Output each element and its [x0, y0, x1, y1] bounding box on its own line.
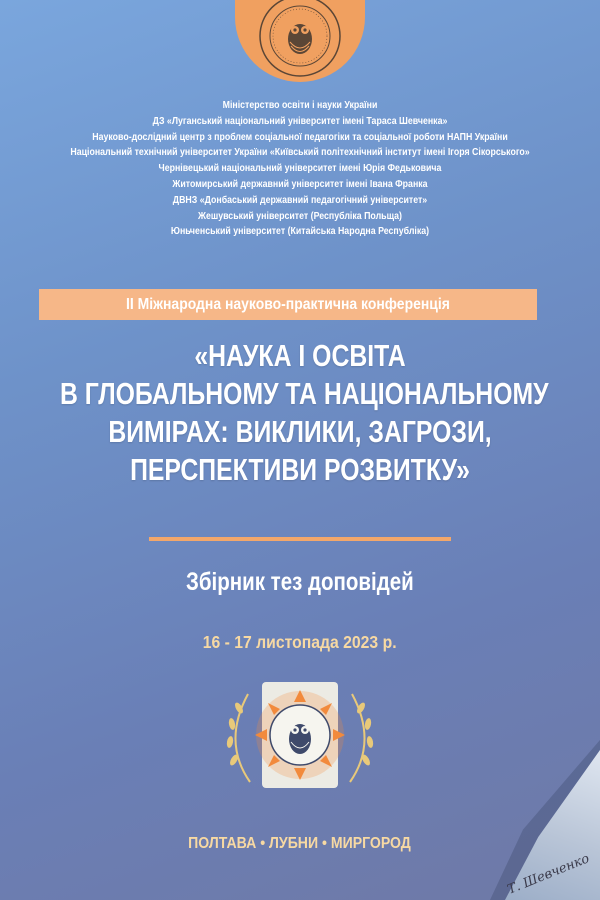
title-line: «НАУКА І ОСВІТА	[194, 338, 406, 373]
organization-line: Юньченський університет (Китайська Народна Республіка)	[170, 226, 430, 238]
cities-text: ПОЛТАВА • ЛУБНИ • МИРГОРОД	[188, 835, 412, 852]
organization-line: ДЗ «Луганський національний університет імені Тараса Шевченка»	[152, 115, 448, 127]
organizations-list	[0, 98, 600, 240]
title-line: ПЕРСПЕКТИВИ РОЗВИТКУ»	[130, 452, 470, 487]
university-emblem-icon	[212, 672, 388, 798]
organization-line: Науково-дослідний центр з проблем соціальної педагогіки та соціальної роботи НАПН України	[92, 131, 508, 143]
organization-line: Житомирський державний університет імені Івана Франка	[172, 178, 428, 190]
conference-banner	[39, 289, 537, 320]
main-title	[0, 337, 600, 489]
organization-line: Жешувський університет (Республіка Польща)	[198, 210, 402, 222]
university-seal-icon	[235, 0, 365, 82]
subtitle-text: Збірник тез доповідей	[186, 568, 414, 596]
title-line: В ГЛОБАЛЬНОМУ ТА НАЦІОНАЛЬНОМУ	[60, 376, 549, 411]
organization-line: ДВНЗ «Донбаський державний педагогічний університет»	[172, 194, 428, 206]
organization-line: Чернівецький національний університет імені Юрія Федьковича	[158, 163, 442, 175]
date-text: 16 - 17 листопада 2023 р.	[203, 632, 397, 652]
title-divider	[149, 537, 451, 541]
organization-line: Міністерство освіти і науки України	[222, 100, 378, 111]
conference-date	[0, 632, 600, 653]
subtitle	[0, 568, 600, 597]
organization-line: Національний технічний університет України «Київський політехнічний інститут імені Ігоря Сікорського»	[70, 147, 530, 159]
conference-label: ІІ Міжнародна науково-практична конференція	[126, 295, 450, 313]
conference-cities	[0, 835, 600, 853]
shevchenko-signature: Т. Шевченко	[505, 851, 592, 898]
title-line: ВИМІРАХ: ВИКЛИКИ, ЗАГРОЗИ,	[108, 414, 492, 449]
